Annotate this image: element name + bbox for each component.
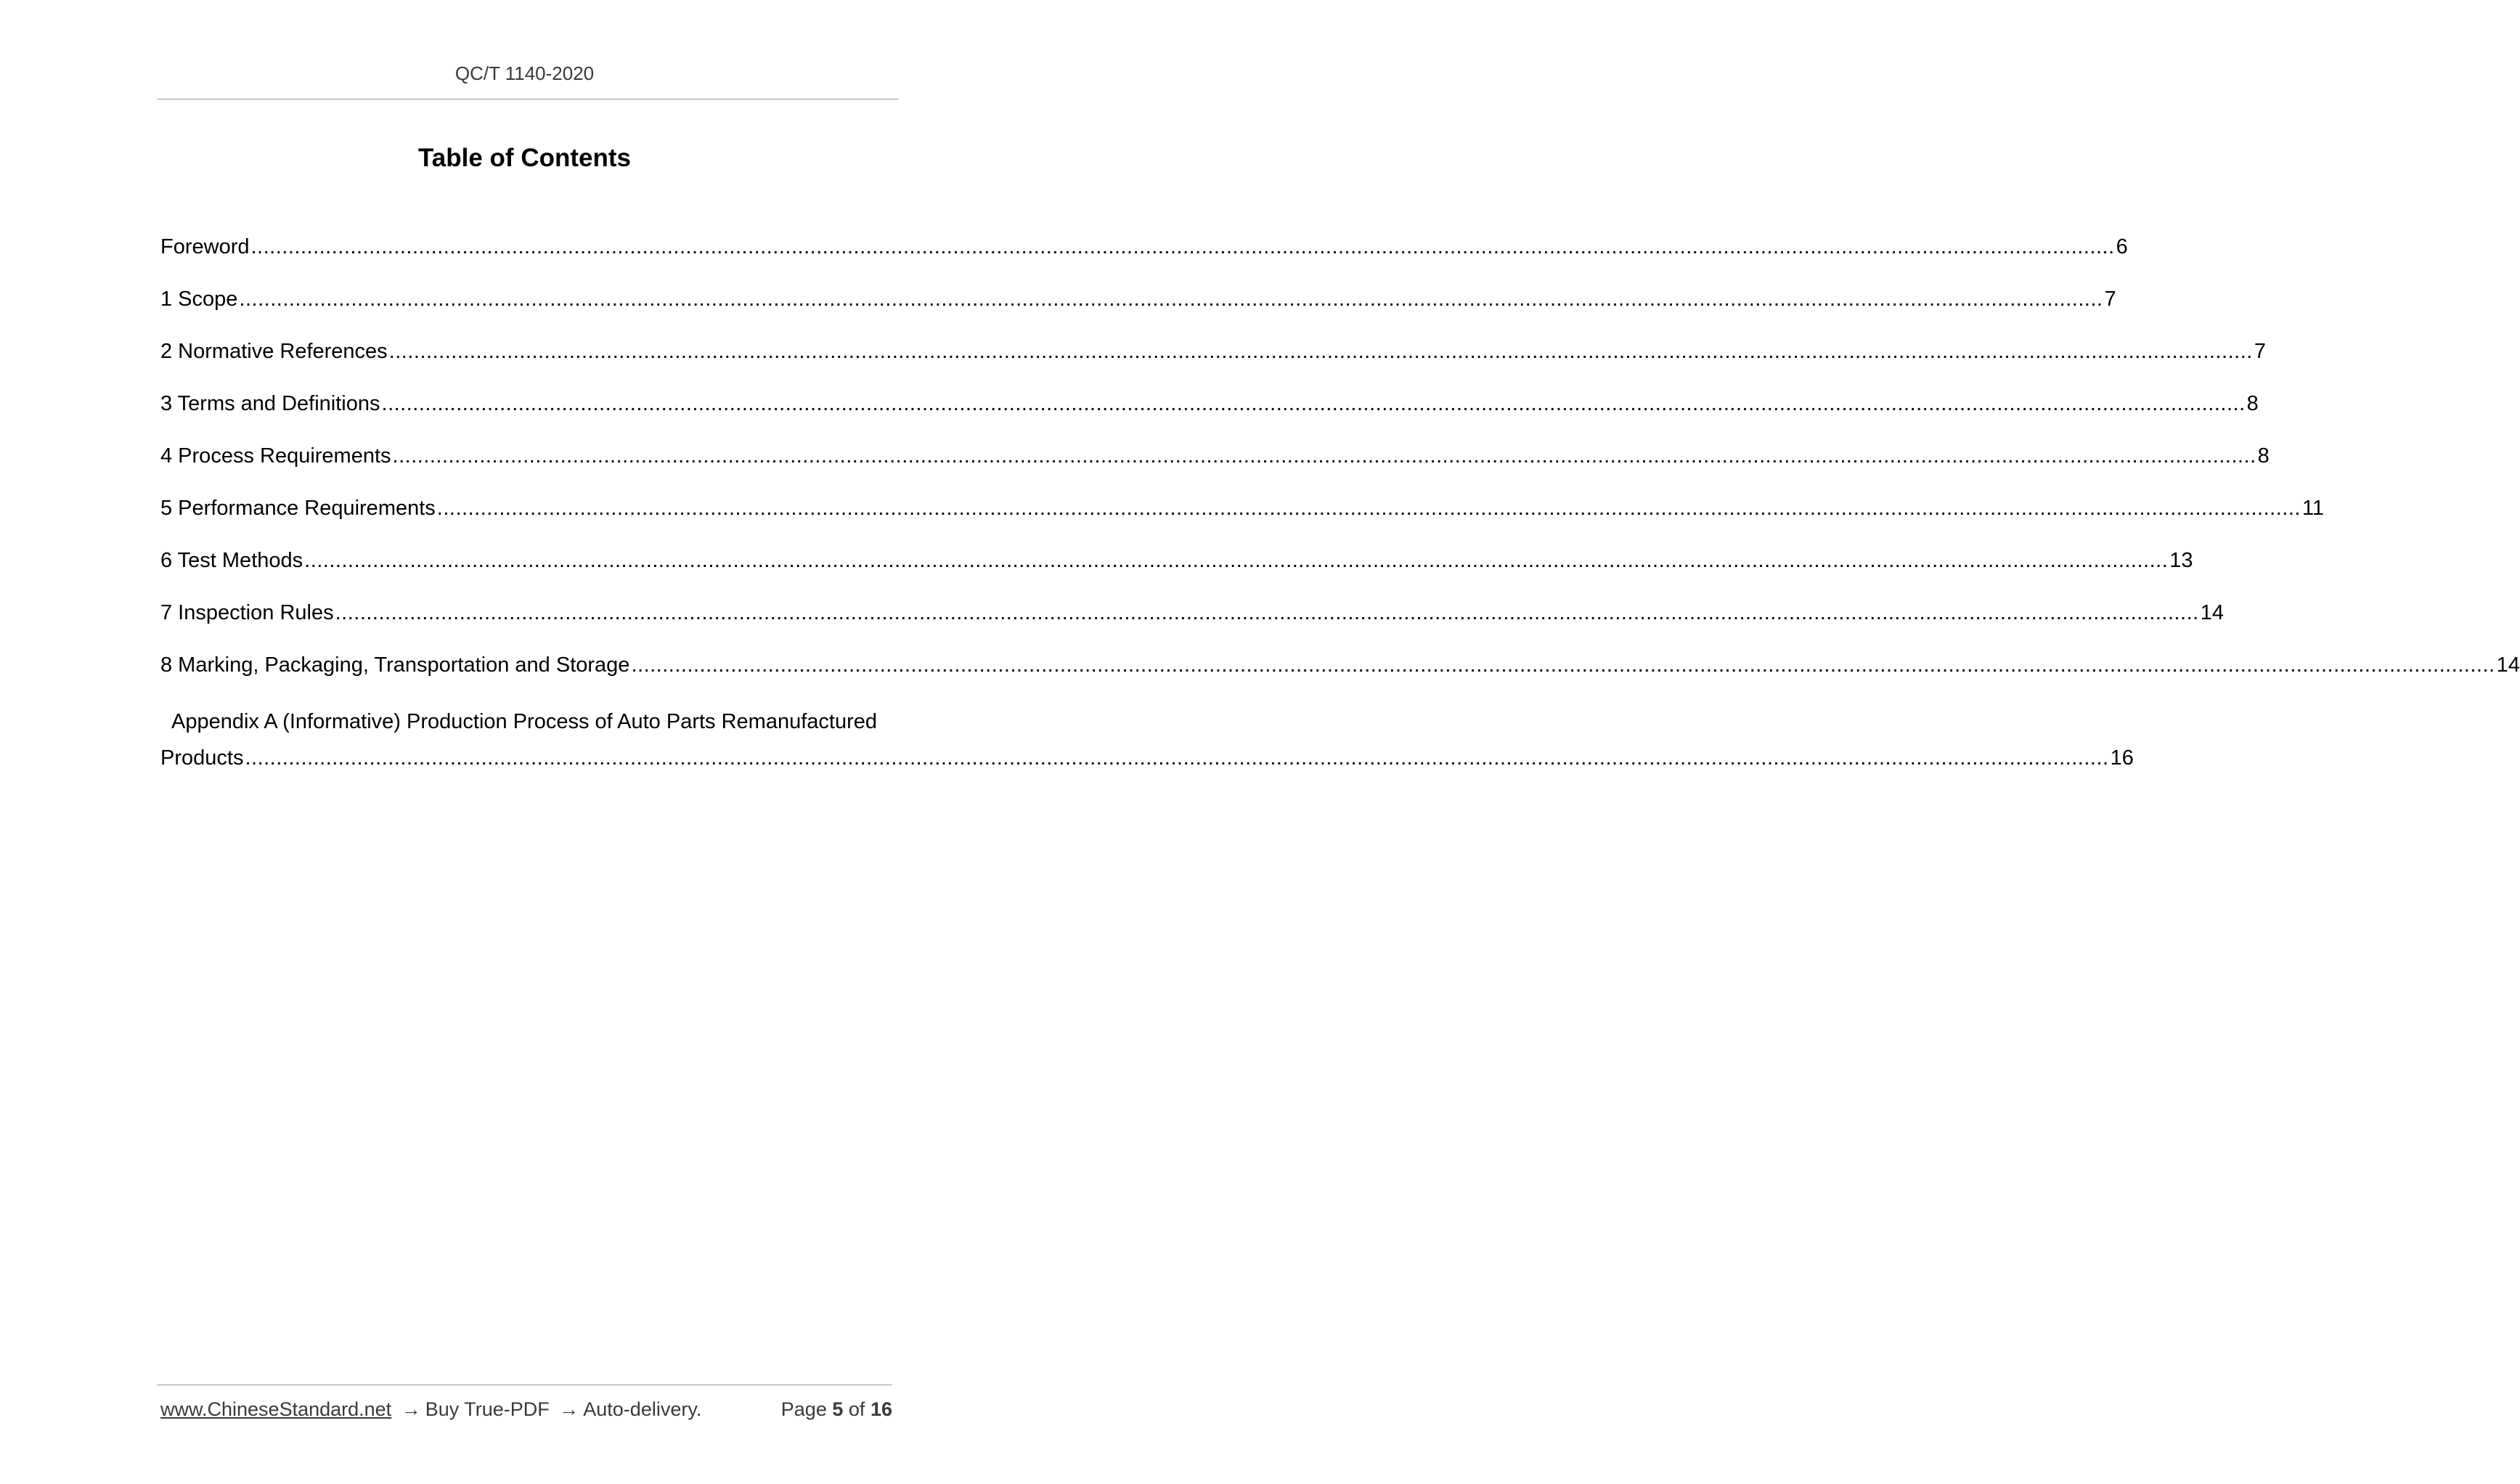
toc-leader-dots: ............................................................................................................................................................................................................................................................................................................	[335, 601, 2199, 624]
toc-entry-process-requirements[interactable]	[160, 440, 2270, 492]
toc-entry-label: 6 Test Methods	[160, 549, 303, 572]
toc-entry-label: Foreword	[160, 235, 250, 258]
table-of-contents	[160, 231, 2520, 774]
page-of-label: of	[848, 1398, 865, 1420]
toc-leader-dots: ............................................................................................................................................................................................................................................................................................................	[388, 340, 2253, 363]
toc-entry-label: 7 Inspection Rules	[160, 601, 334, 624]
page-title: Table of Contents	[418, 144, 631, 172]
page-indicator	[781, 1398, 892, 1421]
toc-leader-dots: ............................................................................................................................................................................................................................................................................................................	[245, 746, 2109, 770]
toc-entry-label: 8 Marking, Packaging, Transportation and Storage	[160, 653, 630, 677]
page-current: 5	[832, 1398, 844, 1420]
page-label: Page	[780, 1398, 827, 1420]
toc-entry-page: 8	[2246, 392, 2259, 415]
toc-leader-dots: ............................................................................................................................................................................................................................................................................................................	[381, 392, 2246, 415]
toc-entry-label: 3 Terms and Definitions	[160, 392, 380, 415]
toc-leader-dots: ............................................................................................................................................................................................................................................................................................................	[250, 235, 2115, 258]
toc-entry-page: 16	[2110, 746, 2134, 770]
toc-entry-label: 1 Scope	[160, 288, 238, 311]
delivery-text: Auto-delivery.	[583, 1398, 702, 1420]
toc-entry-label-line1: Appendix A (Informative) Production Process of Auto Parts Remanufactured	[171, 710, 878, 733]
document-code-header: QC/T 1140-2020	[454, 62, 595, 84]
toc-entry-terms-and-definitions[interactable]	[160, 388, 2259, 440]
page-footer	[160, 1398, 892, 1421]
arrow-right-icon: →	[559, 1398, 579, 1420]
toc-entry-label: 5 Performance Requirements	[160, 497, 436, 520]
toc-entry-scope[interactable]	[160, 283, 2116, 335]
toc-entry-page: 7	[2254, 340, 2266, 363]
page-total: 16	[870, 1398, 892, 1420]
toc-entry-normative-references[interactable]	[160, 335, 2266, 388]
toc-leader-dots: ............................................................................................................................................................................................................................................................................................................	[436, 497, 2301, 520]
buy-text: Buy True-PDF	[425, 1398, 550, 1420]
toc-leader-dots: ............................................................................................................................................................................................................................................................................................................	[304, 549, 2169, 572]
toc-entry-label-line2: Products	[160, 746, 244, 770]
footer-promo	[160, 1398, 701, 1421]
arrow-right-icon: →	[401, 1398, 421, 1420]
toc-leader-dots: ............................................................................................................................................................................................................................................................................................................	[392, 444, 2256, 468]
toc-entry-page: 13	[2169, 549, 2193, 572]
toc-leader-dots: ............................................................................................................................................................................................................................................................................................................	[631, 653, 2495, 677]
toc-entry-page: 8	[2257, 444, 2270, 468]
toc-entry-label: 2 Normative References	[160, 340, 388, 363]
toc-entry-page: 14	[2496, 653, 2520, 677]
toc-entry-inspection-rules[interactable]	[160, 597, 2224, 649]
toc-entry-page: 14	[2200, 601, 2224, 624]
toc-entry-appendix-continuation	[160, 742, 2134, 774]
toc-entry-foreword[interactable]	[160, 231, 2128, 283]
toc-entry-page: 7	[2104, 288, 2116, 311]
toc-entry-appendix-a[interactable]	[160, 701, 2134, 774]
site-link[interactable]: www.ChineseStandard.net	[160, 1398, 392, 1420]
toc-entry-marking-packaging[interactable]	[160, 649, 2520, 701]
toc-entry-performance-requirements[interactable]	[160, 492, 2325, 545]
toc-leader-dots: ............................................................................................................................................................................................................................................................................................................	[239, 288, 2103, 311]
toc-entry-label: 4 Process Requirements	[160, 444, 391, 468]
toc-entry-test-methods[interactable]	[160, 545, 2193, 597]
toc-entry-page: 6	[2116, 235, 2128, 258]
toc-entry-page: 11	[2301, 497, 2325, 520]
